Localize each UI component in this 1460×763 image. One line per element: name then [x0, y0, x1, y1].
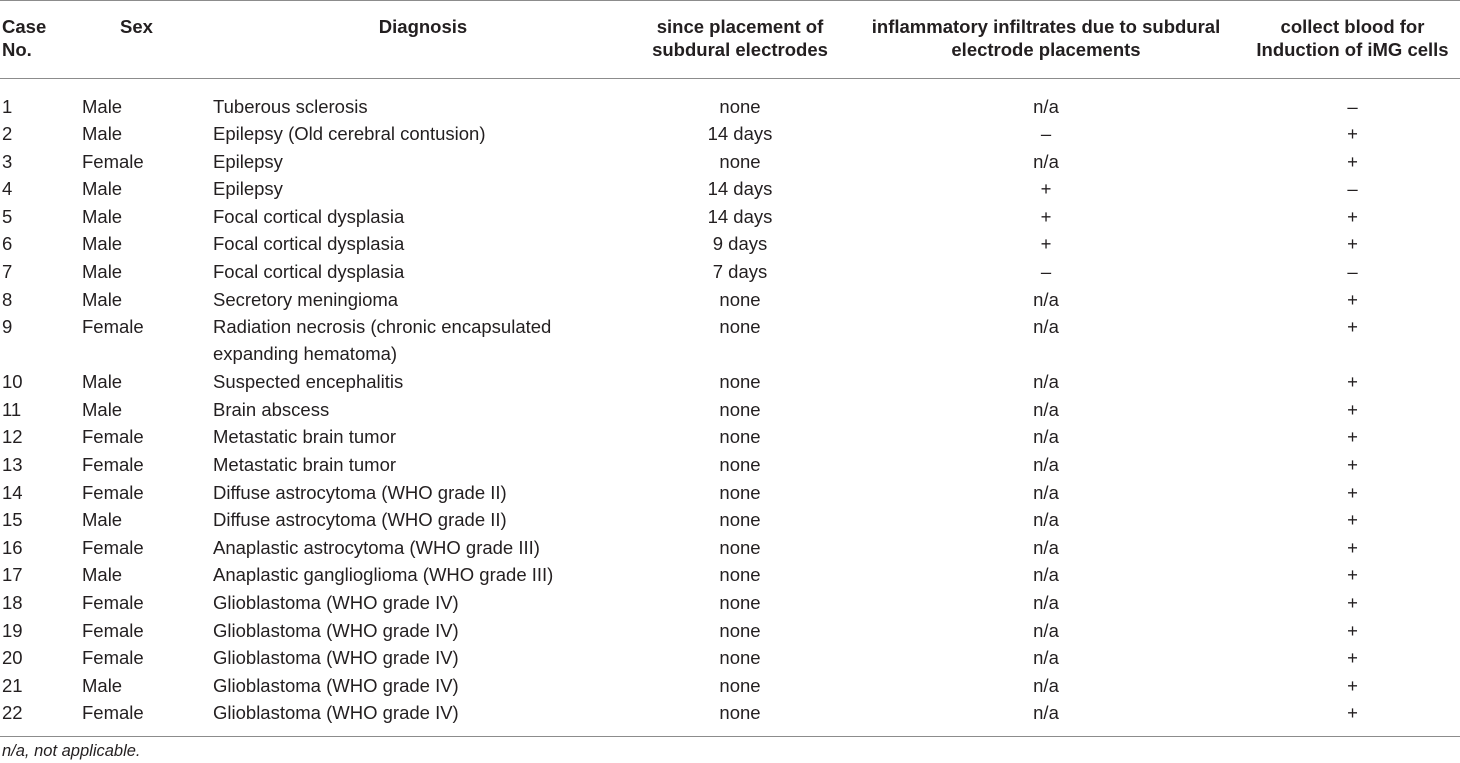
cell-case-no: 16: [2, 536, 23, 558]
cell-collect-blood: +: [1347, 647, 1358, 669]
cell-sex: Female: [82, 150, 144, 172]
cell-since-placement: none: [719, 536, 761, 558]
cell-collect-blood: +: [1347, 371, 1358, 393]
cell-inflammatory: n/a: [1033, 564, 1059, 586]
cell-sex: Male: [82, 260, 123, 282]
cell-sex: Male: [82, 205, 123, 227]
cell-case-no: 19: [2, 619, 23, 641]
cell-collect-blood: –: [1347, 260, 1358, 282]
cell-collect-blood: +: [1347, 205, 1358, 227]
cell-case-no: 1: [2, 96, 13, 117]
table-header: [0, 1, 1460, 79]
cell-since-placement: none: [719, 453, 761, 475]
cell-case-no: 3: [2, 150, 13, 172]
table-row: [0, 617, 1460, 645]
cell-sex: Female: [82, 619, 144, 641]
cell-case-no: 18: [2, 591, 23, 613]
cell-collect-blood: +: [1347, 123, 1358, 144]
table-row: [0, 230, 1460, 258]
cell-collect-blood: +: [1347, 316, 1358, 338]
cell-sex: Male: [82, 178, 123, 200]
cell-diagnosis: Diffuse astrocytoma (WHO grade II): [213, 509, 507, 531]
cell-diagnosis: Radiation necrosis (chronic encapsulated expanding hematoma): [213, 316, 552, 365]
cell-inflammatory: n/a: [1033, 426, 1059, 448]
cell-diagnosis: Suspected encephalitis: [213, 371, 404, 393]
cell-since-placement: none: [719, 564, 761, 586]
table-row: [0, 644, 1460, 672]
cell-inflammatory: n/a: [1033, 453, 1059, 475]
cell-sex: Male: [82, 509, 123, 531]
cell-sex: Female: [82, 316, 144, 338]
cell-collect-blood: +: [1347, 453, 1358, 475]
cell-since-placement: 14 days: [707, 178, 773, 200]
table-row: [0, 175, 1460, 203]
table-row: [0, 258, 1460, 286]
table-row: [0, 423, 1460, 451]
cell-sex: Male: [82, 288, 123, 310]
cell-diagnosis: Focal cortical dysplasia: [213, 233, 405, 255]
header-row: [0, 1, 1460, 79]
cell-case-no: 9: [2, 316, 13, 338]
cell-case-no: 4: [2, 178, 13, 200]
cell-since-placement: none: [719, 509, 761, 531]
cell-sex: Male: [82, 398, 123, 420]
cell-diagnosis: Diffuse astrocytoma (WHO grade II): [213, 481, 507, 503]
cell-case-no: 17: [2, 564, 23, 586]
cell-since-placement: 9 days: [712, 233, 768, 255]
cell-inflammatory: n/a: [1033, 509, 1059, 531]
cell-case-no: 15: [2, 509, 23, 531]
table-footnote: n/a, not applicable.: [2, 742, 141, 760]
cell-sex: Female: [82, 591, 144, 613]
cell-diagnosis: Secretory meningioma: [213, 288, 399, 310]
cell-inflammatory: n/a: [1033, 371, 1059, 393]
header-inflammatory-infiltrates: inflammatory infiltrates due to subdural electrode placements: [871, 16, 1221, 60]
cell-diagnosis: Focal cortical dysplasia: [213, 205, 405, 227]
cell-case-no: 2: [2, 123, 13, 144]
cell-case-no: 7: [2, 260, 13, 282]
cell-inflammatory: n/a: [1033, 316, 1059, 338]
cell-inflammatory: n/a: [1033, 536, 1059, 558]
cell-since-placement: none: [719, 288, 761, 310]
cell-diagnosis: Metastatic brain tumor: [213, 426, 397, 448]
cell-case-no: 14: [2, 481, 23, 503]
cell-collect-blood: +: [1347, 702, 1358, 724]
cell-since-placement: 14 days: [707, 123, 773, 144]
cell-inflammatory: n/a: [1033, 619, 1059, 641]
cell-case-no: 20: [2, 647, 23, 669]
table-row: [0, 148, 1460, 176]
cell-collect-blood: +: [1347, 536, 1358, 558]
cell-collect-blood: +: [1347, 481, 1358, 503]
cell-case-no: 13: [2, 453, 23, 475]
table-row: [0, 506, 1460, 534]
table-row: [0, 396, 1460, 424]
cell-case-no: 12: [2, 426, 23, 448]
cell-since-placement: none: [719, 619, 761, 641]
cell-collect-blood: +: [1347, 674, 1358, 696]
cell-inflammatory: n/a: [1033, 591, 1059, 613]
table-row: [0, 561, 1460, 589]
cell-inflammatory: n/a: [1033, 288, 1059, 310]
cell-collect-blood: +: [1347, 426, 1358, 448]
cell-since-placement: none: [719, 96, 761, 117]
cell-collect-blood: +: [1347, 591, 1358, 613]
cell-since-placement: none: [719, 316, 761, 338]
table-row: [0, 203, 1460, 231]
cell-diagnosis: Epilepsy: [213, 150, 283, 172]
cell-inflammatory: n/a: [1033, 398, 1059, 420]
cell-diagnosis: Anaplastic astrocytoma (WHO grade III): [213, 536, 540, 558]
cell-inflammatory: n/a: [1033, 647, 1059, 669]
cell-collect-blood: +: [1347, 564, 1358, 586]
cell-case-no: 5: [2, 205, 13, 227]
cell-inflammatory: n/a: [1033, 702, 1059, 724]
cell-sex: Female: [82, 426, 144, 448]
cell-diagnosis: Glioblastoma (WHO grade IV): [213, 702, 459, 724]
cell-since-placement: none: [719, 647, 761, 669]
cell-inflammatory: n/a: [1033, 96, 1059, 117]
table-row: [0, 534, 1460, 562]
cell-diagnosis: Epilepsy: [213, 178, 283, 200]
header-since-placement: since placement of subdural electrodes: [652, 16, 828, 60]
cell-diagnosis: Tuberous sclerosis: [213, 96, 368, 117]
cell-sex: Male: [82, 674, 123, 696]
table-row: [0, 286, 1460, 314]
cell-sex: Female: [82, 481, 144, 503]
cell-case-no: 6: [2, 233, 13, 255]
cell-since-placement: none: [719, 481, 761, 503]
cell-inflammatory: +: [1040, 205, 1052, 227]
header-sex: Sex: [120, 16, 153, 37]
cell-case-no: 8: [2, 288, 13, 310]
table-body: [0, 79, 1460, 737]
cell-since-placement: none: [719, 674, 761, 696]
cell-since-placement: 14 days: [707, 205, 773, 227]
cell-case-no: 22: [2, 702, 23, 724]
table-row: [0, 120, 1460, 148]
cell-since-placement: none: [719, 150, 761, 172]
cell-sex: Male: [82, 371, 123, 393]
cell-collect-blood: +: [1347, 233, 1358, 255]
cell-collect-blood: +: [1347, 509, 1358, 531]
cell-case-no: 10: [2, 371, 23, 393]
table-row: [0, 368, 1460, 396]
cell-since-placement: none: [719, 371, 761, 393]
cell-diagnosis: Brain abscess: [213, 398, 330, 420]
cell-sex: Male: [82, 233, 123, 255]
header-diagnosis: Diagnosis: [378, 16, 468, 37]
cell-diagnosis: Anaplastic ganglioglioma (WHO grade III): [213, 564, 554, 586]
cell-since-placement: none: [719, 591, 761, 613]
cell-since-placement: none: [719, 398, 761, 420]
cell-collect-blood: –: [1347, 178, 1358, 200]
cell-sex: Male: [82, 564, 123, 586]
cell-diagnosis: Glioblastoma (WHO grade IV): [213, 619, 459, 641]
cell-case-no: 21: [2, 674, 23, 696]
cell-diagnosis: Glioblastoma (WHO grade IV): [213, 674, 459, 696]
cell-sex: Female: [82, 702, 144, 724]
table-row: [0, 451, 1460, 479]
cell-inflammatory: n/a: [1033, 674, 1059, 696]
cell-diagnosis: Glioblastoma (WHO grade IV): [213, 591, 459, 613]
cell-sex: Female: [82, 536, 144, 558]
cell-inflammatory: +: [1040, 233, 1052, 255]
cell-collect-blood: +: [1347, 288, 1358, 310]
cell-sex: Male: [82, 123, 123, 144]
cell-diagnosis: Metastatic brain tumor: [213, 453, 397, 475]
header-case-no: Case No.: [2, 16, 47, 60]
table-row: [0, 313, 1460, 368]
cell-sex: Male: [82, 96, 123, 117]
cell-inflammatory: –: [1040, 260, 1052, 282]
cell-case-no: 11: [2, 398, 22, 420]
header-collect-blood: collect blood for Induction of iMG cells: [1256, 16, 1449, 60]
cell-since-placement: none: [719, 426, 761, 448]
cell-sex: Female: [82, 453, 144, 475]
cell-sex: Female: [82, 647, 144, 669]
cell-inflammatory: n/a: [1033, 481, 1059, 503]
table-row: [0, 699, 1460, 737]
cell-diagnosis: Epilepsy (Old cerebral contusion): [213, 123, 486, 144]
cell-inflammatory: –: [1040, 123, 1052, 144]
cell-collect-blood: –: [1347, 96, 1358, 117]
table-row: [0, 672, 1460, 700]
cell-since-placement: 7 days: [712, 260, 768, 282]
cell-collect-blood: +: [1347, 619, 1358, 641]
cell-inflammatory: +: [1040, 178, 1052, 200]
cell-diagnosis: Glioblastoma (WHO grade IV): [213, 647, 459, 669]
cell-collect-blood: +: [1347, 150, 1358, 172]
cell-collect-blood: +: [1347, 398, 1358, 420]
table-row: [0, 479, 1460, 507]
table-row: [0, 589, 1460, 617]
cell-inflammatory: n/a: [1033, 150, 1059, 172]
cell-since-placement: none: [719, 702, 761, 724]
cell-diagnosis: Focal cortical dysplasia: [213, 260, 405, 282]
table-row: [0, 79, 1460, 121]
